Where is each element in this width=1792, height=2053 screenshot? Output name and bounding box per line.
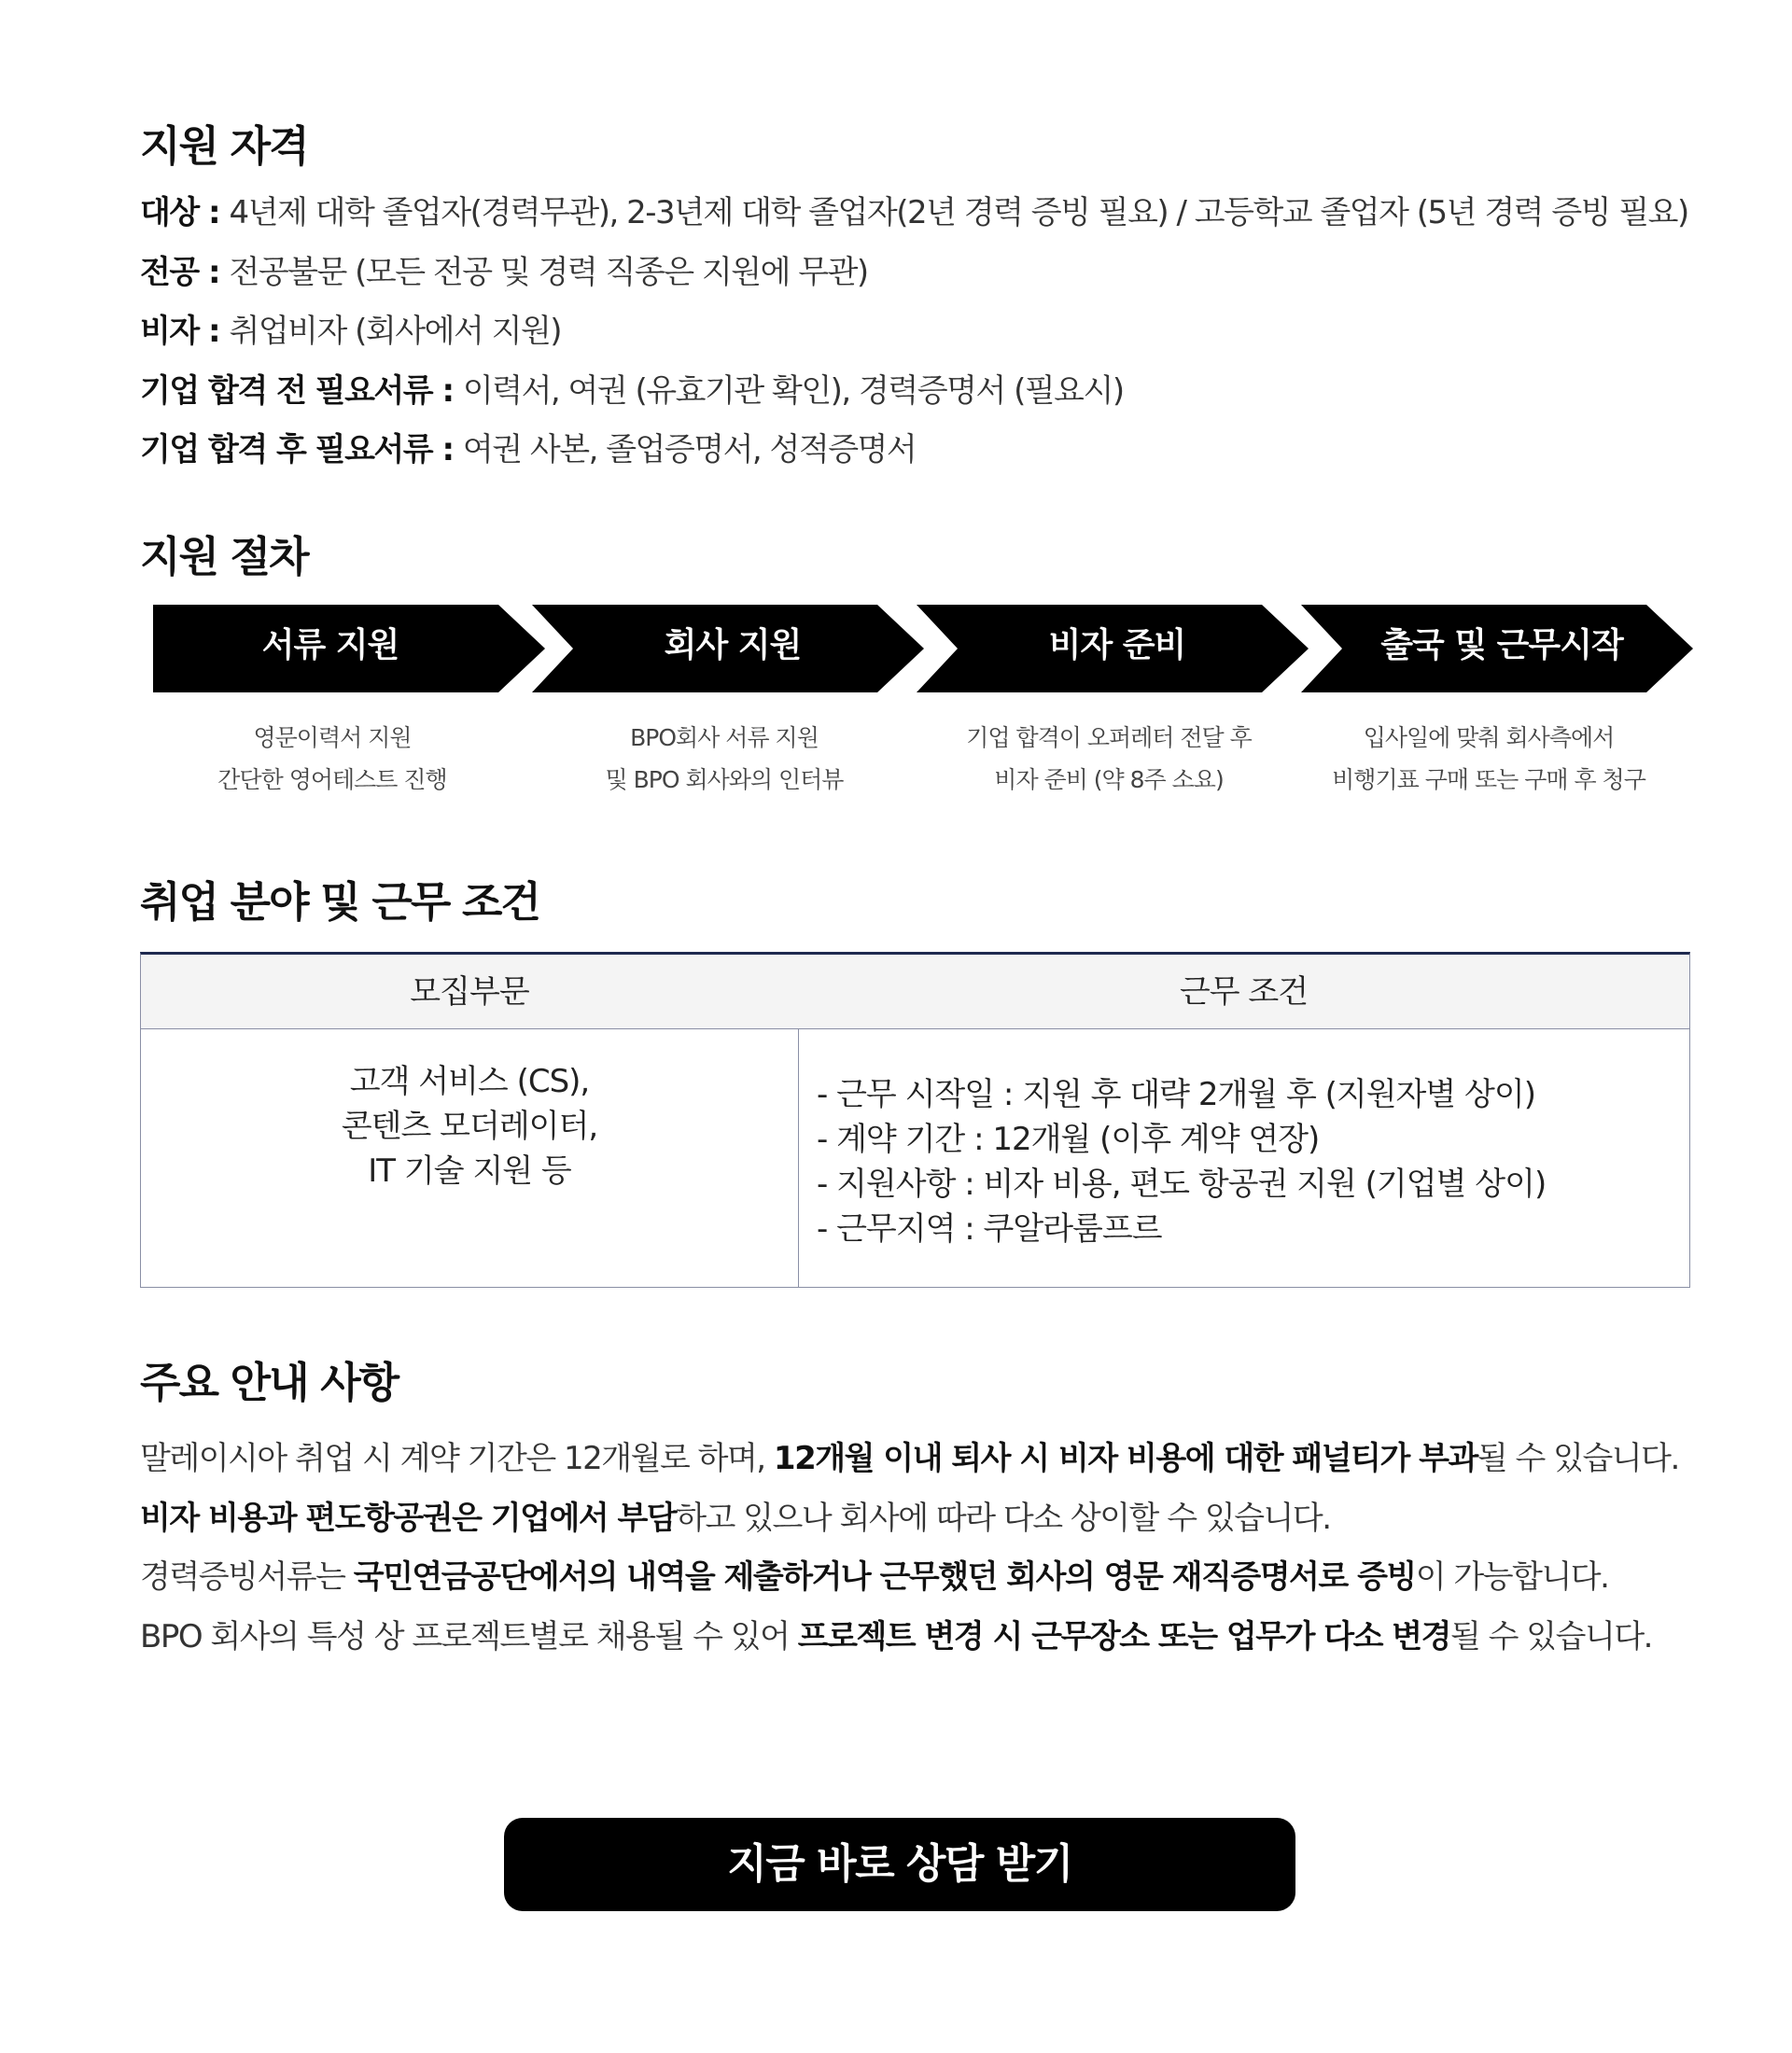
step-desc-line: 비자 준비 (약 8주 소요) xyxy=(994,766,1224,793)
qualification-value: 이력서, 여권 (유효기관 확인), 경력증명서 (필요시) xyxy=(462,371,1124,410)
qualification-row-target xyxy=(140,187,1727,246)
procedure-step-1 xyxy=(153,602,545,695)
qualification-key: 대상 : xyxy=(140,194,230,231)
qualification-key: 기업 합격 전 필요서류 : xyxy=(140,371,463,410)
notice-title: 주요 안내 사항 xyxy=(140,1358,399,1407)
job-condition-item: - 근무지역 : 쿠알라룸프르 xyxy=(817,1210,1162,1248)
jobs-header-field: 모집부문 xyxy=(410,973,529,1011)
qualification-row-docs-before xyxy=(140,365,1727,425)
step-desc-line: 및 BPO 회사와의 인터뷰 xyxy=(605,766,844,793)
notice-line-1 xyxy=(140,1432,1727,1492)
qualification-value: 전공불문 (모든 전공 및 경력 직종은 지원에 무관) xyxy=(229,253,868,291)
notice-text: 하고 있으나 회사에 따라 다소 상이할 수 있습니다. xyxy=(676,1499,1331,1537)
notice-list xyxy=(140,1432,1727,1669)
procedure-step-4-desc xyxy=(1311,717,1666,801)
procedure-step-2-desc xyxy=(547,717,902,801)
job-field-item: 고객 서비스 (CS), xyxy=(349,1063,590,1100)
notice-line-4 xyxy=(140,1611,1727,1670)
jobs-header-conditions: 근무 조건 xyxy=(1179,973,1309,1011)
notice-text: 경력증빙서류는 xyxy=(140,1558,354,1596)
step-desc-line: 입사일에 맞춰 회사측에서 xyxy=(1363,724,1615,751)
qualification-list xyxy=(140,187,1727,483)
qualification-value: 4년제 대학 졸업자(경력무관), 2-3년제 대학 졸업자(2년 경력 증빙 필요) / 고등학교 졸업자 (5년 경력 증빙 필요) xyxy=(229,194,1688,231)
job-condition-item: - 근무 시작일 : 지원 후 대략 2개월 후 (지원자별 상이) xyxy=(817,1076,1535,1113)
qualification-title: 지원 자격 xyxy=(140,121,308,171)
notice-text: 말레이시아 취업 시 계약 기간은 12개월로 하며, xyxy=(140,1440,774,1477)
procedure-steps xyxy=(153,602,1693,695)
consultation-button[interactable]: 지금 바로 상담 받기 xyxy=(504,1818,1295,1911)
notice-text: 될 수 있습니다. xyxy=(1477,1440,1679,1477)
jobs-conditions-cell xyxy=(817,1072,1685,1251)
qualification-value: 여권 사본, 졸업증명서, 성적증명서 xyxy=(462,431,917,468)
step-label: 회사 지원 xyxy=(664,626,802,664)
notice-emphasis: 프로젝트 변경 시 근무장소 또는 업무가 다소 변경 xyxy=(797,1617,1450,1655)
step-label: 비자 준비 xyxy=(1048,626,1186,664)
notice-text: 이 가능합니다. xyxy=(1415,1558,1609,1596)
jobs-table xyxy=(140,952,1690,1288)
table-divider xyxy=(798,1029,799,1288)
notice-line-3 xyxy=(140,1551,1727,1611)
notice-line-2 xyxy=(140,1492,1727,1552)
procedure-step-1-desc xyxy=(155,717,510,801)
procedure-step-2 xyxy=(532,602,924,695)
notice-text: 될 수 있습니다. xyxy=(1450,1617,1652,1655)
jobs-fields-cell xyxy=(141,1059,798,1194)
step-desc-line: 간단한 영어테스트 진행 xyxy=(217,766,447,793)
jobs-table-header xyxy=(141,955,1689,1029)
qualification-row-docs-after xyxy=(140,424,1727,483)
notice-emphasis: 12개월 이내 퇴사 시 비자 비용에 대한 패널티가 부과 xyxy=(773,1440,1477,1477)
job-field-item: 콘텐츠 모더레이터, xyxy=(341,1108,598,1145)
step-desc-line: 기업 합격이 오퍼레터 전달 후 xyxy=(966,724,1252,751)
procedure-step-3 xyxy=(917,602,1309,695)
procedure-step-4 xyxy=(1301,602,1693,695)
qualification-key: 기업 합격 후 필요서류 : xyxy=(140,431,463,468)
qualification-row-major xyxy=(140,246,1727,306)
step-label: 출국 및 근무시작 xyxy=(1380,626,1623,664)
notice-text: BPO 회사의 특성 상 프로젝트별로 채용될 수 있어 xyxy=(140,1617,798,1655)
step-desc-line: 영문이력서 지원 xyxy=(253,724,412,751)
procedure-step-3-desc xyxy=(931,717,1286,801)
step-desc-line: BPO회사 서류 지원 xyxy=(630,724,819,751)
procedure-title: 지원 절차 xyxy=(140,532,308,581)
step-desc-line: 비행기표 구매 또는 구매 후 청구 xyxy=(1332,766,1645,793)
qualification-row-visa xyxy=(140,305,1727,365)
qualification-value: 취업비자 (회사에서 지원) xyxy=(229,313,562,350)
job-condition-item: - 지원사항 : 비자 비용, 편도 항공권 지원 (기업별 상이) xyxy=(817,1166,1547,1203)
qualification-key: 비자 : xyxy=(140,313,230,350)
jobs-title: 취업 분야 및 근무 조건 xyxy=(140,877,539,927)
notice-emphasis: 비자 비용과 편도항공권은 기업에서 부담 xyxy=(140,1499,677,1537)
qualification-key: 전공 : xyxy=(140,253,230,291)
notice-emphasis: 국민연금공단에서의 내역을 제출하거나 근무했던 회사의 영문 재직증명서로 증빙 xyxy=(353,1558,1416,1596)
step-label: 서류 지원 xyxy=(261,626,399,664)
job-condition-item: - 계약 기간 : 12개월 (이후 계약 연장) xyxy=(817,1121,1320,1158)
job-field-item: IT 기술 지원 등 xyxy=(368,1152,571,1190)
